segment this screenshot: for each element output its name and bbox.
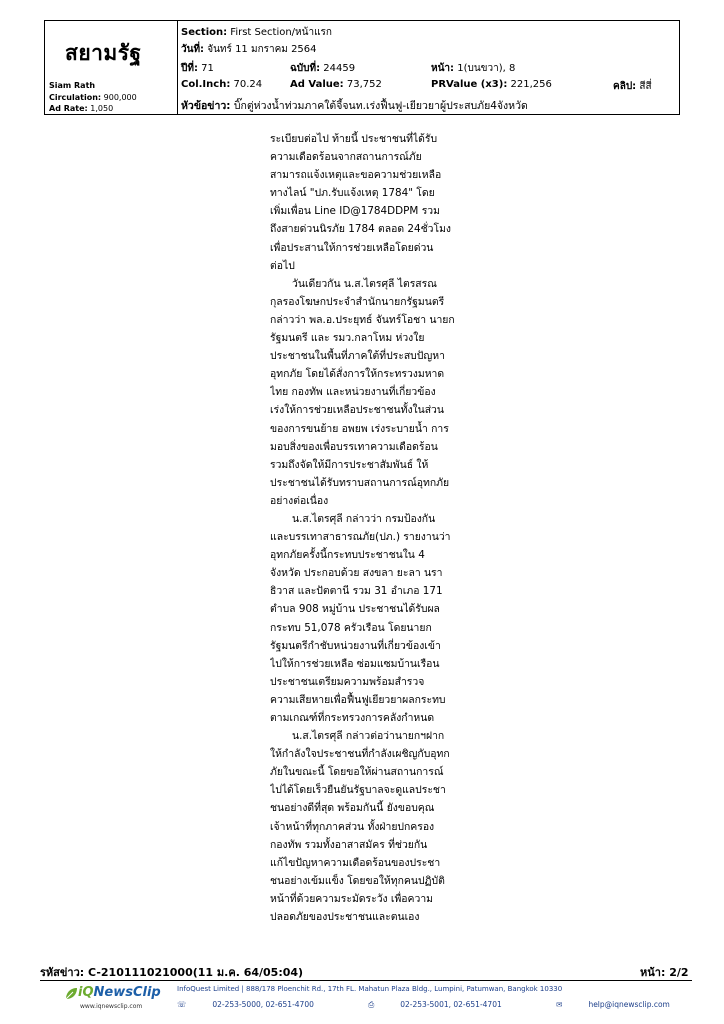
publication-panel bbox=[45, 21, 178, 114]
brand-name-iq: iQ bbox=[78, 985, 94, 1000]
page-number bbox=[640, 963, 689, 981]
circulation-value: 900,000 bbox=[103, 93, 137, 102]
clip-label: คลิป: bbox=[613, 81, 637, 92]
article-line: เพิ่มเพื่อน Line ID@1784DDPM รวม bbox=[270, 205, 440, 218]
article-line: เพื่อประสานให้การช่วยเหลือโดยด่วน bbox=[270, 241, 434, 254]
article-line: รวมถึงจัดให้มีการประชาสัมพันธ์ ให้ bbox=[270, 458, 429, 471]
article-line: รัฐมนตรี และ รมว.กลาโหม ห่วงใย bbox=[270, 332, 425, 345]
article-line: น.ส.ไตรศุลี กล่าวว่า กรมป้องกัน bbox=[292, 512, 436, 525]
year-label: ปีที่: bbox=[181, 63, 198, 74]
section-field bbox=[181, 25, 332, 40]
issue-label: ฉบับที่: bbox=[290, 63, 321, 74]
article-line: กุลรองโฆษกประจำสำนักนายกรัฐมนตรี bbox=[270, 295, 445, 308]
brand-name-newsclip: NewsClip bbox=[93, 985, 161, 1000]
circulation-label: Circulation: bbox=[49, 93, 102, 102]
article-line: ประชาชนได้รับทราบสถานการณ์อุทกภัย bbox=[270, 476, 450, 489]
section-label: Section: bbox=[181, 27, 228, 38]
article-line: ทางไลน์ "ปภ.รับแจ้งเหตุ 1784" โดย bbox=[270, 187, 435, 200]
article-line: วันเดียวกัน น.ส.ไตรศุลี ไตรสรณ bbox=[292, 277, 437, 290]
article-line: ให้กำลังใจประชาชนที่กำลังเผชิญกับอุทก bbox=[270, 748, 450, 761]
paper-name: Siam Rath bbox=[49, 81, 96, 90]
phone-icon: ☏ bbox=[177, 1000, 187, 1009]
news-id bbox=[40, 963, 303, 981]
issue-field bbox=[290, 61, 355, 76]
article-line: จังหวัด ประกอบด้วย สงขลา ยะลา นรา bbox=[270, 567, 443, 580]
article-line: ชนอย่างดีที่สุด พร้อมกันนี้ ยังขอบคุณ bbox=[270, 802, 435, 815]
article-column bbox=[270, 130, 466, 926]
article-line: ไปให้การช่วยเหลือ ซ่อมแซมบ้านเรือน bbox=[270, 657, 440, 670]
prvalue-field bbox=[431, 79, 552, 90]
advalue-field bbox=[290, 79, 382, 90]
headline-value: บิ๊กตู่ห่วงน้ำท่วมภาคใต้จี้จนท.เร่งฟื้นฟู-เยียวยาผู้ประสบภัย4จังหวัด bbox=[233, 100, 528, 112]
article-line: กล่าวว่า พล.อ.ประยุทธ์ จันทร์โอชา นายก bbox=[270, 313, 455, 326]
article-line: ระเบียบต่อไป ท้ายนี้ ประชาชนที่ได้รับ bbox=[270, 133, 438, 145]
article-line: ถึงสายด่วนนิรภัย 1784 ตลอด 24ชั่วโมง bbox=[270, 223, 452, 236]
circulation bbox=[49, 93, 137, 102]
date-label: วันที่: bbox=[181, 44, 205, 55]
date-field bbox=[181, 42, 317, 57]
article-line: ประชาชนเตรียมความพร้อมสำรวจ bbox=[270, 675, 425, 688]
colinch-value: 70.24 bbox=[233, 79, 263, 90]
footer-divider bbox=[40, 980, 692, 981]
article-line: รัฐมนตรีกำชับหน่วยงานที่เกี่ยวข้องเข้า bbox=[270, 639, 441, 652]
clip-value: สีสี่ bbox=[639, 81, 652, 92]
article-line: สามารถแจ้งเหตุและขอความช่วยเหลือ bbox=[270, 169, 442, 182]
article-line: ไปได้โดยเร็วยืนยันรัฐบาลจะดูแลประชา bbox=[270, 784, 446, 797]
company-address: InfoQuest Limited | 888/178 Ploenchit Rd., 17th FL. Mahatun Plaza Bldg., Lumpini, Patumwan, Bangkok 10330 bbox=[177, 985, 563, 993]
page-field bbox=[431, 61, 515, 76]
article-line: ชนอย่างเข้มแข็ง โดยขอให้ทุกคนปฏิบัติ bbox=[270, 874, 445, 887]
contact-row bbox=[177, 1000, 722, 1010]
advalue-value: 73,752 bbox=[346, 79, 382, 90]
headline-field bbox=[181, 97, 528, 114]
section-value: First Section/หน้าแรก bbox=[230, 27, 332, 38]
brand-website: www.iqnewsclip.com bbox=[80, 1003, 143, 1010]
fax-icon: ⎙ bbox=[368, 1000, 375, 1009]
fax-number: 02-253-5001, 02-651-4701 bbox=[400, 1000, 502, 1009]
article-line: ความเดือดร้อนจากสถานการณ์ภัย bbox=[270, 151, 422, 164]
article-line: ธิวาส และปัตตานี รวม 31 อำเภอ 171 bbox=[270, 585, 443, 598]
article-line: และบรรเทาสาธารณภัย(ปภ.) รายงานว่า bbox=[270, 531, 451, 544]
page-number-label: หน้า: bbox=[640, 966, 666, 979]
article-line: อุทกภัยครั้งนี้กระทบประชาชนใน 4 bbox=[270, 549, 425, 562]
article-line: ความเสียหายเพื่อฟื้นฟูเยียวยาผลกระทบ bbox=[270, 693, 446, 706]
article-line: ต่อไป bbox=[270, 259, 295, 272]
advalue-label: Ad Value: bbox=[290, 79, 344, 90]
phone-item bbox=[177, 1000, 340, 1009]
article-line: ปลอดภัยของประชาชนและตนเอง bbox=[270, 911, 420, 924]
article-line: กระทบ 51,078 ครัวเรือน โดยนายก bbox=[270, 621, 432, 634]
article-line: ประชาชนในพื้นที่ภาคใต้ที่ประสบปัญหา bbox=[270, 350, 445, 363]
article-line: เจ้าหน้าที่ทุกภาคส่วน ทั้งฝ่ายปกครอง bbox=[270, 820, 435, 833]
ad-rate bbox=[49, 104, 113, 113]
email-address[interactable]: help@iqnewsclip.com bbox=[588, 1000, 670, 1009]
iqnewsclip-logo bbox=[64, 983, 174, 1015]
news-id-label: รหัสข่าว: bbox=[40, 966, 85, 979]
article-line: ของการขนย้าย อพยพ เร่งระบายน้ำ การ bbox=[270, 422, 449, 435]
prvalue-label: PRValue (x3): bbox=[431, 79, 508, 90]
year-field bbox=[181, 61, 214, 76]
article-line: เร่งให้การช่วยเหลือประชาชนทั้งในส่วน bbox=[270, 404, 444, 417]
prvalue-value: 221,256 bbox=[510, 79, 552, 90]
colinch-label: Col.Inch: bbox=[181, 79, 231, 90]
page-label: หน้า: bbox=[431, 63, 455, 74]
page-value: 1(บนขวา), 8 bbox=[457, 63, 516, 74]
article-line: แก้ไขปัญหาความเดือดร้อนของประชา bbox=[270, 856, 441, 869]
article-line: ภัยในขณะนี้ โดยขอให้ผ่านสถานการณ์ bbox=[270, 766, 444, 779]
clip-header bbox=[44, 20, 680, 115]
brand-name bbox=[78, 985, 161, 1000]
article-line: น.ส.ไตรศุลี กล่าวต่อว่านายกฯฝาก bbox=[292, 730, 445, 743]
year-value: 71 bbox=[201, 63, 214, 74]
article-line: ไทย กองทัพ และหน่วยงานที่เกี่ยวข้อง bbox=[270, 386, 436, 399]
fax-item bbox=[368, 1000, 527, 1009]
newspaper-logo: สยามรัฐ bbox=[65, 41, 142, 65]
article-line: มอบสิ่งของเพื่อบรรเทาความเดือดร้อน bbox=[270, 440, 438, 453]
article-line: กองทัพ รวมทั้งอาสาสมัคร ที่ช่วยกัน bbox=[270, 838, 428, 851]
phone-number: 02-253-5000, 02-651-4700 bbox=[212, 1000, 314, 1009]
article-line: อย่างต่อเนื่อง bbox=[270, 494, 329, 507]
article-line: ตำบล 908 หมู่บ้าน ประชาชนได้รับผล bbox=[270, 603, 440, 616]
email-icon: ✉ bbox=[556, 1000, 563, 1009]
page-number-value: 2/2 bbox=[669, 966, 689, 979]
article-line: หน้าที่ด้วยความระมัดระวัง เพื่อความ bbox=[270, 892, 434, 905]
article-line: อุทกภัย โดยได้สั่งการให้กระทรวงมหาด bbox=[270, 368, 445, 381]
colinch-field bbox=[181, 79, 262, 90]
leaf-icon bbox=[64, 987, 78, 1001]
email-item[interactable] bbox=[556, 1000, 696, 1009]
date-value: จันทร์ 11 มกราคม 2564 bbox=[207, 44, 317, 55]
issue-value: 24459 bbox=[323, 63, 356, 74]
article-line: ตามเกณฑ์ที่กระทรวงการคลังกำหนด bbox=[270, 712, 435, 724]
ad-rate-label: Ad Rate: bbox=[49, 104, 88, 113]
headline-label: หัวข้อข่าว: bbox=[181, 100, 231, 112]
ad-rate-value: 1,050 bbox=[90, 104, 114, 113]
clip-field bbox=[613, 79, 652, 94]
news-id-value: C-210111021000(11 ม.ค. 64/05:04) bbox=[88, 966, 304, 979]
